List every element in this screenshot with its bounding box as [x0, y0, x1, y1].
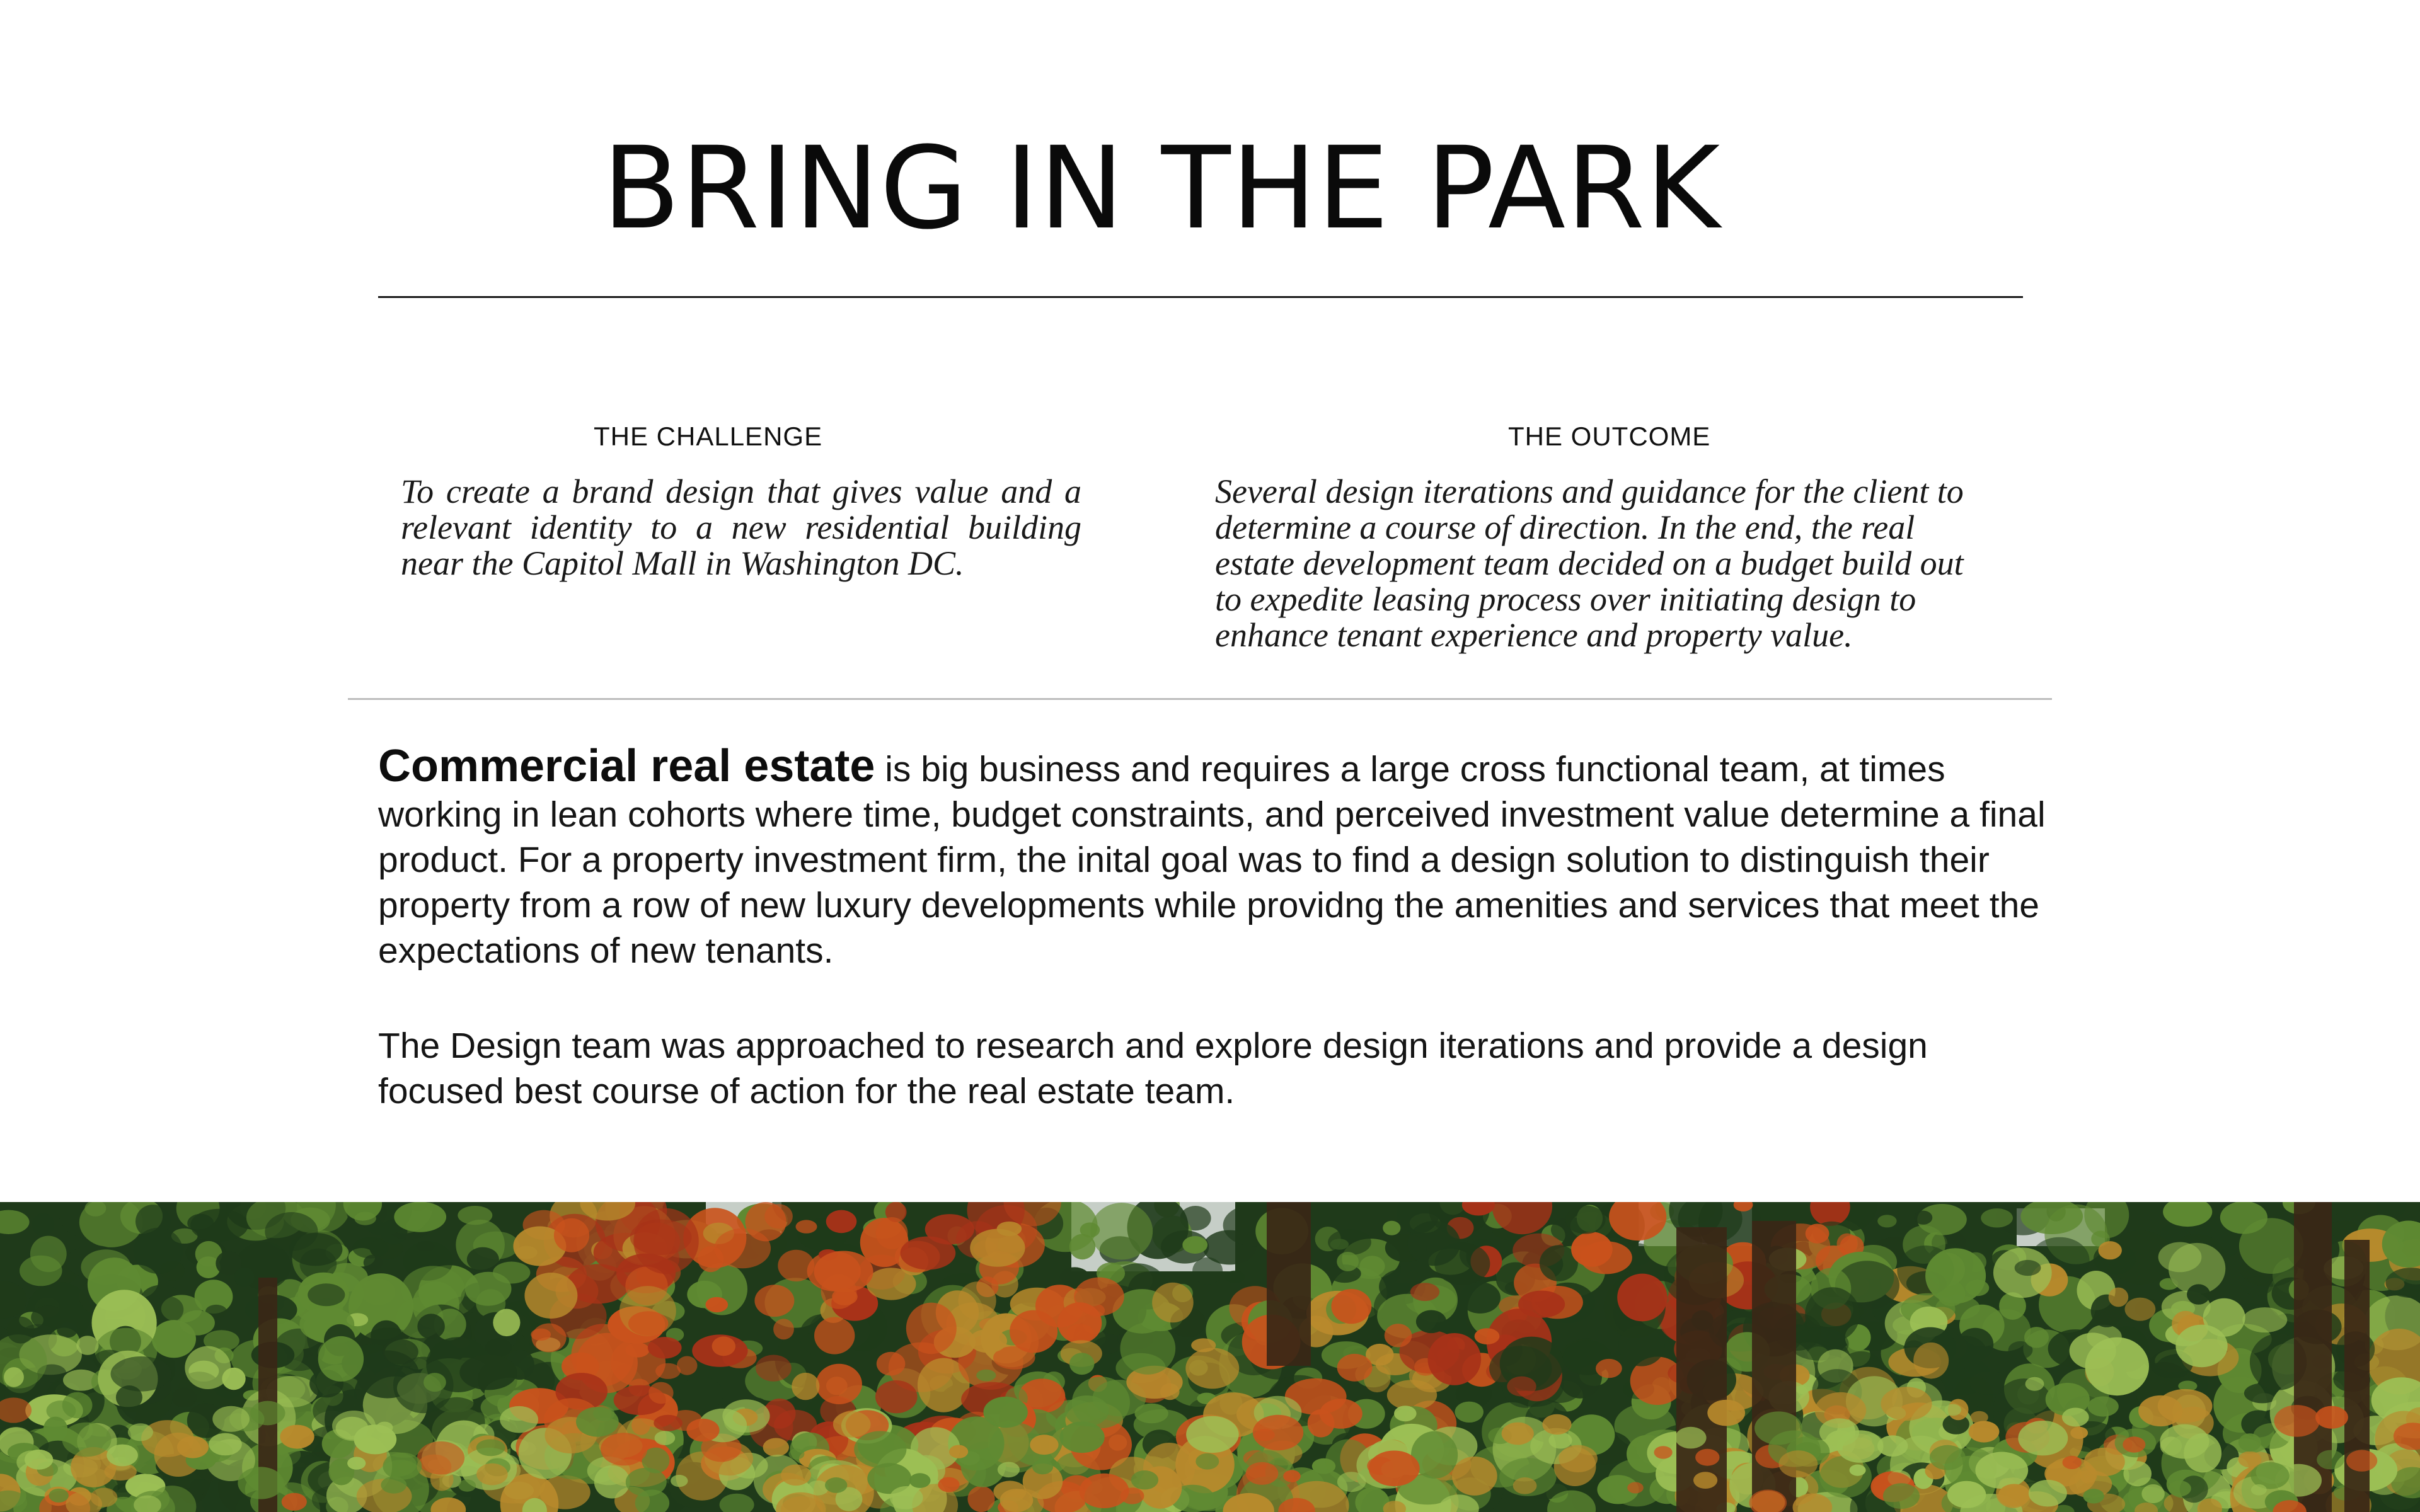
park-photo: [0, 1202, 2420, 1512]
intro-text: is big business and requires a large cross functional team, at times working in lean cohorts where time, budget constraints, and perceived investment value determine a final product. For a property investment firm, the inital goal was to find a design solution to distinguish their property from a row of new luxury developments while providng the amenities and services that meet the expectations of new tenants.: [378, 749, 2046, 971]
challenge-heading: THE CHALLENGE: [594, 421, 823, 451]
outcome-text: Several design iterations and guidance for the client to determine a course of direction. In the end, the real estate development team decided on a budget build out to expedite leasing process over initiating design to enhance tenant experience and property value.: [1215, 472, 1964, 654]
autumn-foliage-image: [0, 1202, 2420, 1512]
outcome-heading: THE OUTCOME: [1508, 421, 1711, 451]
page-title: BRING IN THE PARK: [602, 123, 1721, 255]
intro-paragraph: [378, 743, 2054, 973]
challenge-text: To create a brand design that gives value and a relevant identity to a new residential building near the Capitol Mall in Washington DC.: [401, 472, 1081, 582]
section-divider: [348, 698, 2052, 700]
design-team-paragraph: The Design team was approached to research and explore design iterations and provide a design focused best course of action for the real estate team.: [378, 1026, 1928, 1111]
title-divider: [378, 296, 2023, 298]
intro-lead: Commercial real estate: [378, 741, 875, 791]
